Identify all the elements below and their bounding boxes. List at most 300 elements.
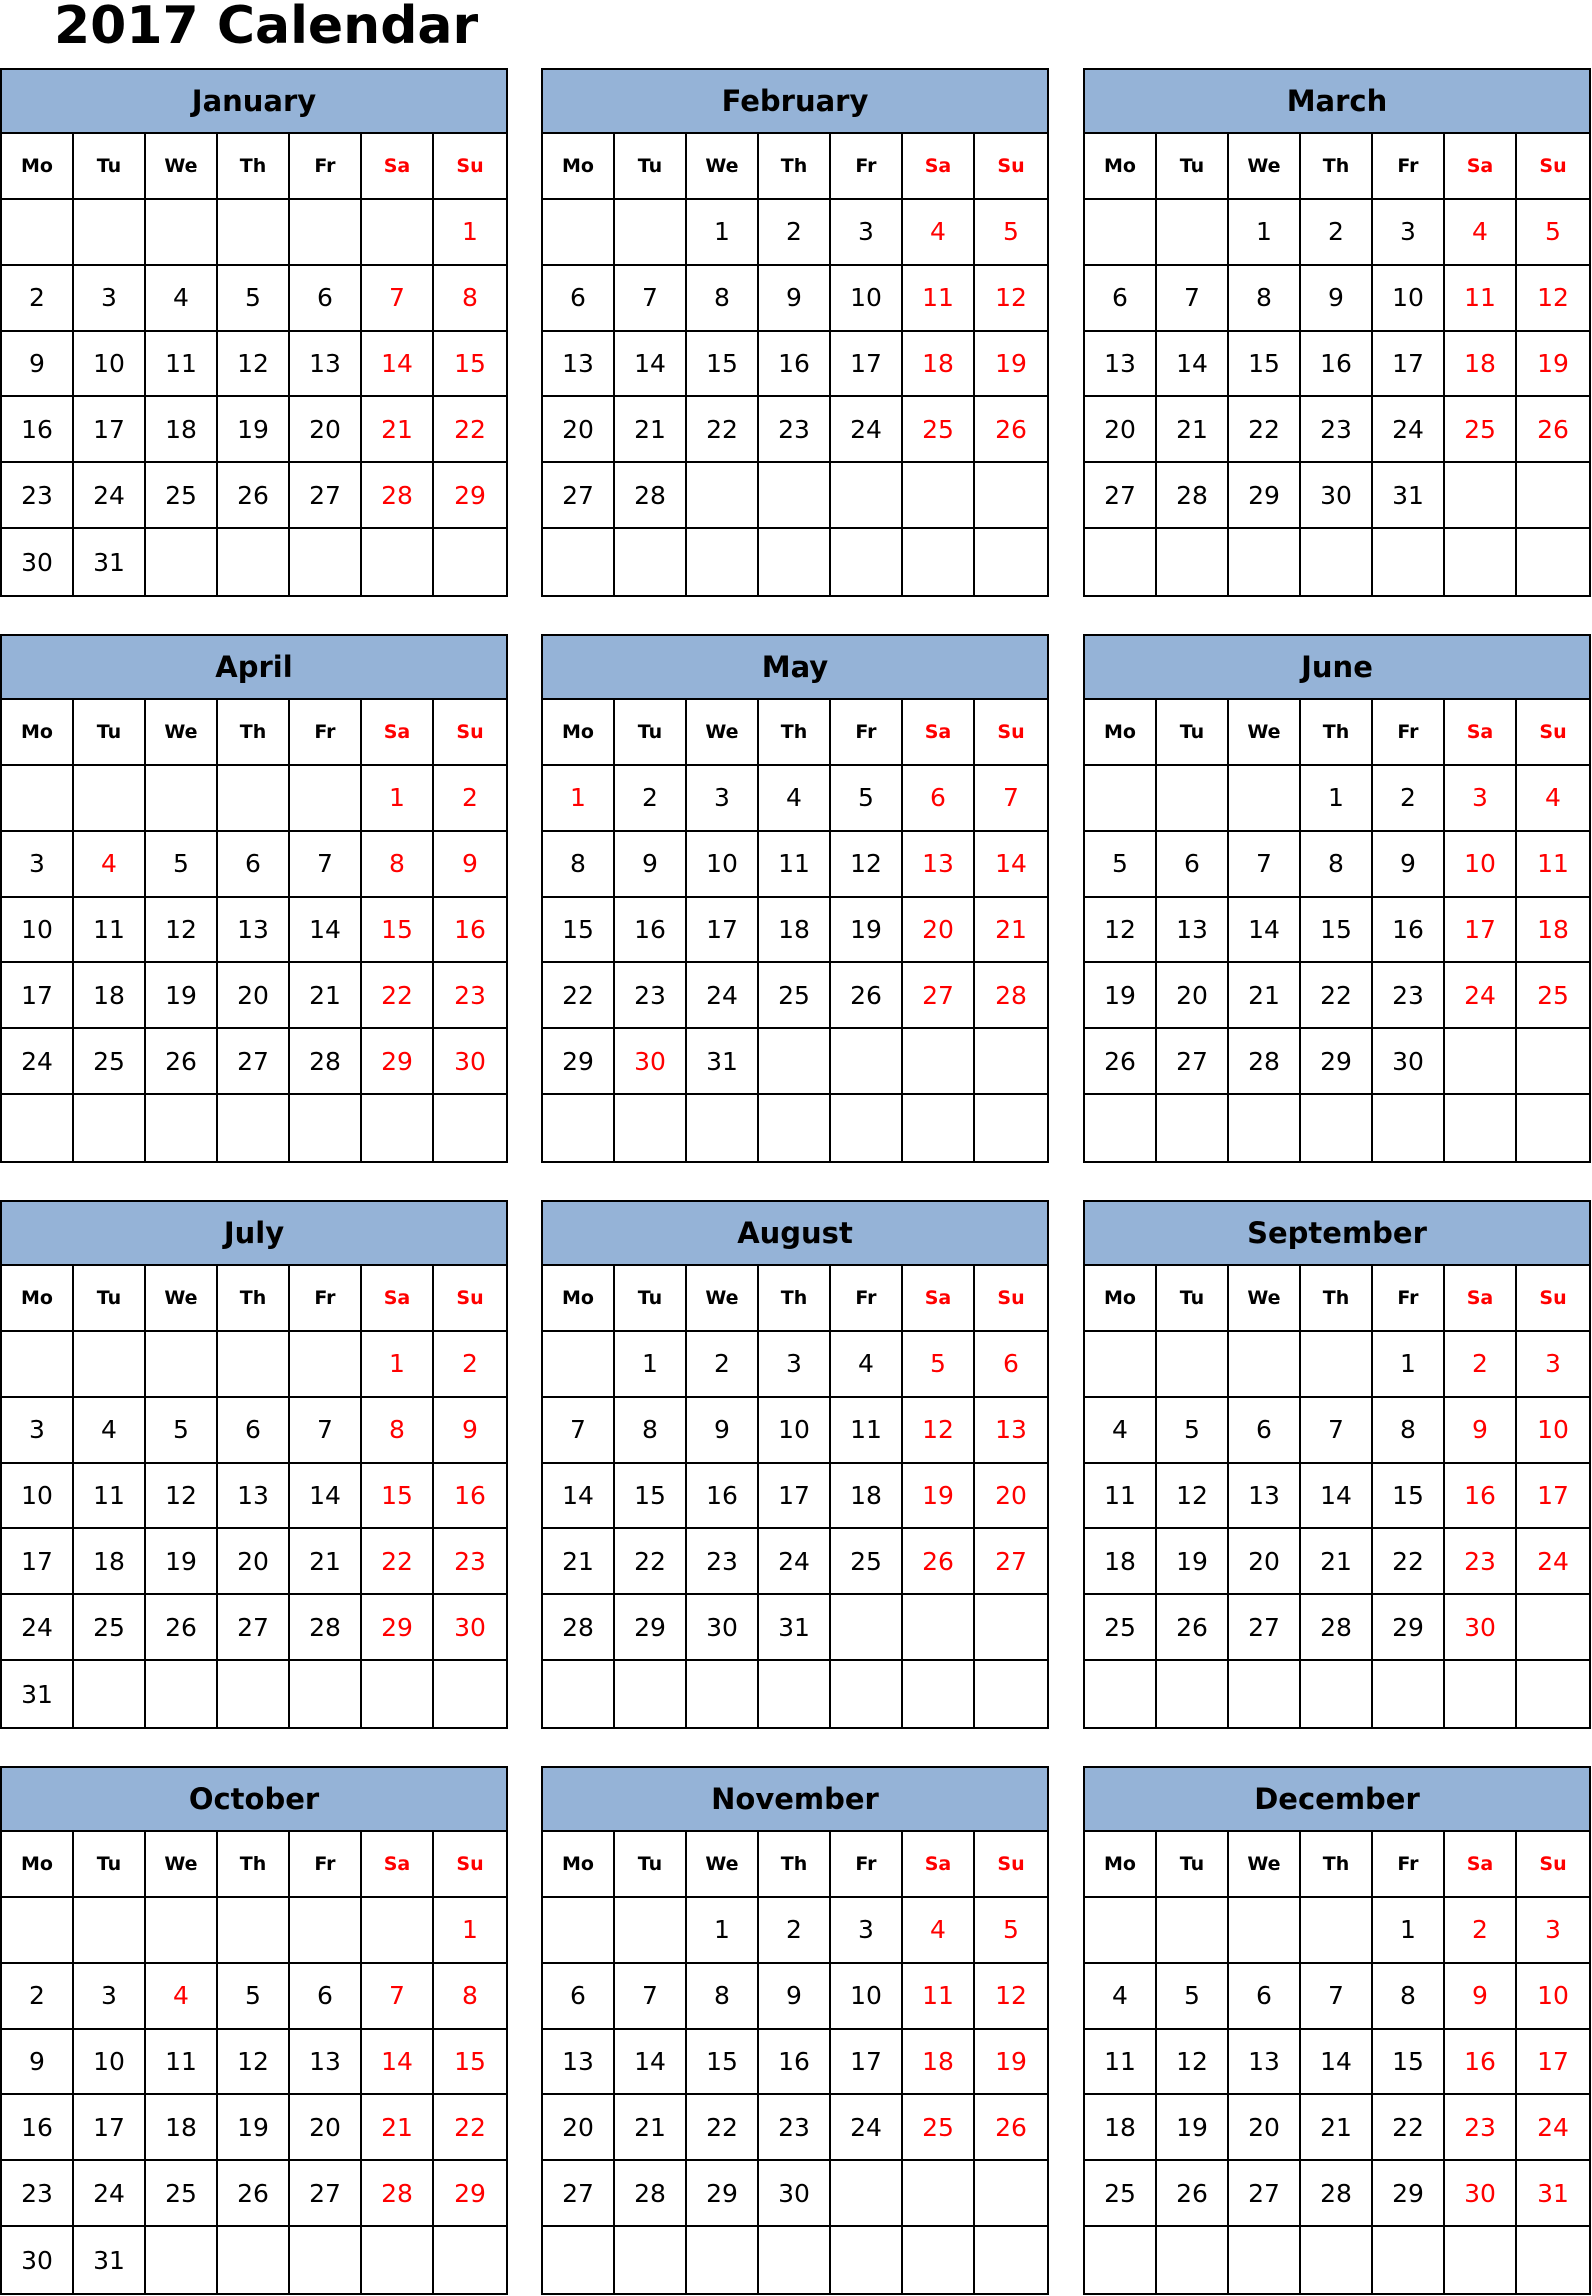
day-cell: 13	[1229, 1464, 1301, 1530]
day-cell: 12	[146, 898, 218, 964]
day-cell: 18	[74, 1529, 146, 1595]
empty-day-cell	[1445, 1661, 1517, 1727]
empty-day-cell	[1373, 1095, 1445, 1161]
month-title: January	[2, 70, 506, 134]
day-cell: 18	[146, 397, 218, 463]
empty-day-cell	[903, 1029, 975, 1095]
empty-day-cell	[1517, 529, 1589, 595]
day-cell: 14	[975, 832, 1047, 898]
weekday-header: Su	[434, 700, 506, 766]
day-cell: 27	[543, 2161, 615, 2227]
weekday-header: Mo	[2, 1832, 74, 1898]
weekday-header: Fr	[831, 1266, 903, 1332]
weekday-header: Th	[1301, 134, 1373, 200]
empty-day-cell	[146, 1332, 218, 1398]
day-cell: 17	[831, 2030, 903, 2096]
weekday-header: Tu	[74, 1832, 146, 1898]
weekday-header: Su	[975, 700, 1047, 766]
empty-day-cell	[1517, 1029, 1589, 1095]
day-cell: 27	[218, 1595, 290, 1661]
day-cell: 27	[1229, 2161, 1301, 2227]
day-cell: 15	[615, 1464, 687, 1530]
day-cell: 23	[1445, 1529, 1517, 1595]
day-cell: 10	[2, 1464, 74, 1530]
day-cell: 26	[1157, 2161, 1229, 2227]
weekday-header: Tu	[1157, 134, 1229, 200]
day-cell: 23	[759, 397, 831, 463]
day-cell: 25	[903, 397, 975, 463]
day-cell: 23	[1301, 397, 1373, 463]
weekday-header: Sa	[362, 700, 434, 766]
day-cell: 24	[74, 2161, 146, 2227]
day-cell: 4	[146, 266, 218, 332]
empty-day-cell	[831, 1029, 903, 1095]
day-cell: 31	[687, 1029, 759, 1095]
day-cell: 22	[687, 2095, 759, 2161]
day-cell: 8	[362, 832, 434, 898]
day-cell: 21	[290, 1529, 362, 1595]
day-cell: 23	[434, 963, 506, 1029]
empty-day-cell	[218, 1661, 290, 1727]
day-cell: 9	[759, 266, 831, 332]
day-cell: 5	[903, 1332, 975, 1398]
weekday-header: Sa	[362, 1832, 434, 1898]
day-cell: 16	[434, 1464, 506, 1530]
day-cell: 24	[74, 463, 146, 529]
day-cell: 3	[759, 1332, 831, 1398]
day-cell: 19	[903, 1464, 975, 1530]
day-cell: 1	[434, 1898, 506, 1964]
day-cell: 24	[1517, 2095, 1589, 2161]
weekday-header: Tu	[615, 700, 687, 766]
day-cell: 8	[543, 832, 615, 898]
day-cell: 29	[362, 1029, 434, 1095]
day-cell: 5	[1517, 200, 1589, 266]
day-cell: 29	[434, 2161, 506, 2227]
empty-day-cell	[1517, 463, 1589, 529]
day-cell: 9	[1445, 1398, 1517, 1464]
empty-day-cell	[1085, 1332, 1157, 1398]
empty-day-cell	[687, 463, 759, 529]
day-cell: 22	[687, 397, 759, 463]
day-cell: 24	[759, 1529, 831, 1595]
day-cell: 23	[2, 2161, 74, 2227]
day-cell: 20	[1229, 2095, 1301, 2161]
weekday-header: Th	[759, 700, 831, 766]
day-cell: 1	[434, 200, 506, 266]
day-cell: 6	[1157, 832, 1229, 898]
empty-day-cell	[1157, 1661, 1229, 1727]
day-cell: 13	[218, 1464, 290, 1530]
day-cell: 3	[687, 766, 759, 832]
weekday-header: We	[146, 1266, 218, 1332]
empty-day-cell	[74, 200, 146, 266]
day-cell: 13	[1157, 898, 1229, 964]
day-cell: 27	[290, 2161, 362, 2227]
weekday-header: Su	[975, 1266, 1047, 1332]
empty-day-cell	[1445, 1095, 1517, 1161]
month-july	[0, 1200, 508, 1729]
day-cell: 7	[615, 1964, 687, 2030]
weekday-header: Tu	[615, 1832, 687, 1898]
month-title: February	[543, 70, 1047, 134]
weekday-header: We	[1229, 1266, 1301, 1332]
day-cell: 30	[434, 1595, 506, 1661]
day-cell: 25	[1445, 397, 1517, 463]
day-cell: 30	[2, 2227, 74, 2293]
weekday-header: Mo	[1085, 134, 1157, 200]
empty-day-cell	[74, 1661, 146, 1727]
day-cell: 18	[74, 963, 146, 1029]
day-cell: 23	[434, 1529, 506, 1595]
day-cell: 28	[290, 1595, 362, 1661]
day-cell: 9	[2, 2030, 74, 2096]
day-cell: 30	[1445, 2161, 1517, 2227]
day-cell: 8	[1373, 1964, 1445, 2030]
day-cell: 17	[1445, 898, 1517, 964]
day-cell: 22	[362, 963, 434, 1029]
day-cell: 15	[362, 1464, 434, 1530]
day-cell: 3	[2, 1398, 74, 1464]
weekday-header: Mo	[2, 1266, 74, 1332]
day-cell: 3	[1517, 1332, 1589, 1398]
day-cell: 23	[759, 2095, 831, 2161]
month-day-grid	[1085, 1266, 1589, 1727]
day-cell: 23	[1445, 2095, 1517, 2161]
weekday-header: Fr	[290, 700, 362, 766]
empty-day-cell	[146, 1898, 218, 1964]
weekday-header: Mo	[1085, 1266, 1157, 1332]
empty-day-cell	[1157, 1095, 1229, 1161]
empty-day-cell	[1229, 1661, 1301, 1727]
empty-day-cell	[903, 1661, 975, 1727]
day-cell: 30	[687, 1595, 759, 1661]
day-cell: 5	[218, 1964, 290, 2030]
day-cell: 15	[687, 332, 759, 398]
day-cell: 19	[1157, 2095, 1229, 2161]
month-day-grid	[1085, 134, 1589, 595]
day-cell: 18	[831, 1464, 903, 1530]
weekday-header: We	[687, 134, 759, 200]
empty-day-cell	[903, 1095, 975, 1161]
day-cell: 12	[1085, 898, 1157, 964]
weekday-header: Sa	[1445, 1832, 1517, 1898]
day-cell: 4	[1085, 1398, 1157, 1464]
weekday-header: Th	[759, 1832, 831, 1898]
month-day-grid	[543, 1832, 1047, 2293]
day-cell: 25	[1085, 1595, 1157, 1661]
weekday-header: Fr	[290, 1832, 362, 1898]
weekday-header: Fr	[831, 134, 903, 200]
empty-day-cell	[543, 1661, 615, 1727]
day-cell: 5	[146, 832, 218, 898]
day-cell: 24	[2, 1029, 74, 1095]
day-cell: 11	[1517, 832, 1589, 898]
day-cell: 30	[1373, 1029, 1445, 1095]
day-cell: 29	[1373, 1595, 1445, 1661]
empty-day-cell	[831, 1661, 903, 1727]
day-cell: 27	[975, 1529, 1047, 1595]
day-cell: 14	[1229, 898, 1301, 964]
weekday-header: Fr	[1373, 1266, 1445, 1332]
empty-day-cell	[615, 1095, 687, 1161]
day-cell: 27	[1157, 1029, 1229, 1095]
day-cell: 18	[1517, 898, 1589, 964]
empty-day-cell	[831, 2227, 903, 2293]
day-cell: 26	[218, 463, 290, 529]
empty-day-cell	[687, 1661, 759, 1727]
day-cell: 18	[146, 2095, 218, 2161]
day-cell: 12	[146, 1464, 218, 1530]
day-cell: 3	[2, 832, 74, 898]
weekday-header: Sa	[903, 1266, 975, 1332]
day-cell: 2	[2, 266, 74, 332]
day-cell: 3	[831, 200, 903, 266]
day-cell: 7	[1229, 832, 1301, 898]
empty-day-cell	[146, 200, 218, 266]
month-title: August	[543, 1202, 1047, 1266]
day-cell: 14	[362, 332, 434, 398]
day-cell: 9	[615, 832, 687, 898]
day-cell: 14	[615, 2030, 687, 2096]
month-day-grid	[1085, 1832, 1589, 2293]
day-cell: 20	[1229, 1529, 1301, 1595]
weekday-header: Fr	[290, 1266, 362, 1332]
month-april	[0, 634, 508, 1163]
day-cell: 7	[290, 1398, 362, 1464]
day-cell: 19	[1085, 963, 1157, 1029]
day-cell: 26	[831, 963, 903, 1029]
day-cell: 9	[434, 832, 506, 898]
empty-day-cell	[543, 1898, 615, 1964]
day-cell: 27	[1085, 463, 1157, 529]
day-cell: 1	[615, 1332, 687, 1398]
empty-day-cell	[1445, 1029, 1517, 1095]
empty-day-cell	[290, 2227, 362, 2293]
day-cell: 24	[831, 397, 903, 463]
empty-day-cell	[218, 766, 290, 832]
empty-day-cell	[146, 529, 218, 595]
empty-day-cell	[615, 2227, 687, 2293]
empty-day-cell	[1301, 1661, 1373, 1727]
weekday-header: Su	[1517, 700, 1589, 766]
day-cell: 14	[290, 1464, 362, 1530]
day-cell: 25	[831, 1529, 903, 1595]
day-cell: 3	[1373, 200, 1445, 266]
day-cell: 23	[687, 1529, 759, 1595]
weekday-header: Tu	[74, 1266, 146, 1332]
empty-day-cell	[2, 1898, 74, 1964]
day-cell: 11	[759, 832, 831, 898]
empty-day-cell	[1229, 1332, 1301, 1398]
month-title: March	[1085, 70, 1589, 134]
weekday-header: Sa	[362, 134, 434, 200]
day-cell: 11	[146, 332, 218, 398]
day-cell: 20	[218, 1529, 290, 1595]
month-march	[1083, 68, 1591, 597]
weekday-header: Fr	[290, 134, 362, 200]
day-cell: 13	[543, 332, 615, 398]
day-cell: 25	[1085, 2161, 1157, 2227]
day-cell: 9	[1445, 1964, 1517, 2030]
day-cell: 30	[434, 1029, 506, 1095]
month-september	[1083, 1200, 1591, 1729]
weekday-header: We	[687, 1832, 759, 1898]
empty-day-cell	[146, 2227, 218, 2293]
day-cell: 5	[1085, 832, 1157, 898]
empty-day-cell	[1157, 2227, 1229, 2293]
day-cell: 11	[146, 2030, 218, 2096]
weekday-header: Tu	[1157, 700, 1229, 766]
month-day-grid	[543, 1266, 1047, 1727]
weekday-header: We	[146, 1832, 218, 1898]
day-cell: 12	[831, 832, 903, 898]
day-cell: 17	[2, 963, 74, 1029]
day-cell: 30	[759, 2161, 831, 2227]
day-cell: 2	[434, 1332, 506, 1398]
day-cell: 21	[1157, 397, 1229, 463]
empty-day-cell	[1445, 2227, 1517, 2293]
day-cell: 31	[74, 2227, 146, 2293]
day-cell: 12	[975, 1964, 1047, 2030]
day-cell: 31	[2, 1661, 74, 1727]
day-cell: 16	[759, 332, 831, 398]
day-cell: 12	[1157, 2030, 1229, 2096]
day-cell: 24	[1517, 1529, 1589, 1595]
empty-day-cell	[218, 2227, 290, 2293]
month-october	[0, 1766, 508, 2295]
empty-day-cell	[1373, 1661, 1445, 1727]
day-cell: 14	[1301, 2030, 1373, 2096]
day-cell: 11	[903, 266, 975, 332]
weekday-header: Fr	[1373, 700, 1445, 766]
empty-day-cell	[146, 1661, 218, 1727]
day-cell: 1	[1301, 766, 1373, 832]
day-cell: 31	[759, 1595, 831, 1661]
empty-day-cell	[290, 1332, 362, 1398]
day-cell: 5	[831, 766, 903, 832]
weekday-header: Mo	[2, 134, 74, 200]
day-cell: 26	[146, 1595, 218, 1661]
day-cell: 18	[903, 332, 975, 398]
day-cell: 16	[434, 898, 506, 964]
day-cell: 25	[146, 463, 218, 529]
day-cell: 12	[1157, 1464, 1229, 1530]
day-cell: 24	[1373, 397, 1445, 463]
empty-day-cell	[975, 1095, 1047, 1161]
month-title: July	[2, 1202, 506, 1266]
month-title: October	[2, 1768, 506, 1832]
day-cell: 24	[1445, 963, 1517, 1029]
day-cell: 4	[74, 1398, 146, 1464]
empty-day-cell	[2, 200, 74, 266]
day-cell: 15	[1301, 898, 1373, 964]
weekday-header: We	[146, 134, 218, 200]
weekday-header: Fr	[831, 1832, 903, 1898]
empty-day-cell	[975, 2161, 1047, 2227]
day-cell: 13	[1085, 332, 1157, 398]
day-cell: 5	[1157, 1398, 1229, 1464]
day-cell: 11	[74, 1464, 146, 1530]
empty-day-cell	[975, 463, 1047, 529]
day-cell: 31	[74, 529, 146, 595]
empty-day-cell	[362, 1661, 434, 1727]
day-cell: 24	[2, 1595, 74, 1661]
empty-day-cell	[759, 529, 831, 595]
day-cell: 26	[975, 397, 1047, 463]
day-cell: 17	[687, 898, 759, 964]
day-cell: 6	[903, 766, 975, 832]
day-cell: 3	[831, 1898, 903, 1964]
day-cell: 29	[434, 463, 506, 529]
day-cell: 4	[1517, 766, 1589, 832]
day-cell: 7	[362, 266, 434, 332]
empty-day-cell	[146, 766, 218, 832]
day-cell: 23	[615, 963, 687, 1029]
day-cell: 16	[1373, 898, 1445, 964]
day-cell: 1	[1373, 1332, 1445, 1398]
day-cell: 9	[1373, 832, 1445, 898]
empty-day-cell	[831, 463, 903, 529]
empty-day-cell	[543, 200, 615, 266]
weekday-header: Mo	[543, 1832, 615, 1898]
day-cell: 28	[1301, 1595, 1373, 1661]
day-cell: 10	[2, 898, 74, 964]
day-cell: 30	[615, 1029, 687, 1095]
day-cell: 20	[1157, 963, 1229, 1029]
empty-day-cell	[831, 1095, 903, 1161]
day-cell: 14	[362, 2030, 434, 2096]
empty-day-cell	[687, 529, 759, 595]
day-cell: 19	[218, 397, 290, 463]
empty-day-cell	[975, 2227, 1047, 2293]
day-cell: 11	[1445, 266, 1517, 332]
day-cell: 9	[1301, 266, 1373, 332]
empty-day-cell	[362, 529, 434, 595]
day-cell: 22	[1373, 2095, 1445, 2161]
day-cell: 22	[543, 963, 615, 1029]
weekday-header: Tu	[1157, 1832, 1229, 1898]
day-cell: 16	[2, 397, 74, 463]
day-cell: 8	[362, 1398, 434, 1464]
month-june	[1083, 634, 1591, 1163]
empty-day-cell	[543, 529, 615, 595]
empty-day-cell	[975, 1661, 1047, 1727]
weekday-header: Tu	[74, 700, 146, 766]
day-cell: 16	[1445, 1464, 1517, 1530]
empty-day-cell	[1157, 1898, 1229, 1964]
day-cell: 22	[362, 1529, 434, 1595]
day-cell: 14	[290, 898, 362, 964]
empty-day-cell	[1517, 1595, 1589, 1661]
day-cell: 17	[1373, 332, 1445, 398]
day-cell: 17	[2, 1529, 74, 1595]
month-january	[0, 68, 508, 597]
empty-day-cell	[1301, 1095, 1373, 1161]
day-cell: 4	[831, 1332, 903, 1398]
page-title: 2017 Calendar	[54, 0, 479, 56]
day-cell: 7	[615, 266, 687, 332]
day-cell: 19	[1517, 332, 1589, 398]
weekday-header: Tu	[615, 134, 687, 200]
day-cell: 25	[903, 2095, 975, 2161]
day-cell: 2	[1445, 1898, 1517, 1964]
month-title: September	[1085, 1202, 1589, 1266]
weekday-header: We	[1229, 1832, 1301, 1898]
empty-day-cell	[1445, 529, 1517, 595]
day-cell: 21	[1229, 963, 1301, 1029]
empty-day-cell	[1085, 1095, 1157, 1161]
